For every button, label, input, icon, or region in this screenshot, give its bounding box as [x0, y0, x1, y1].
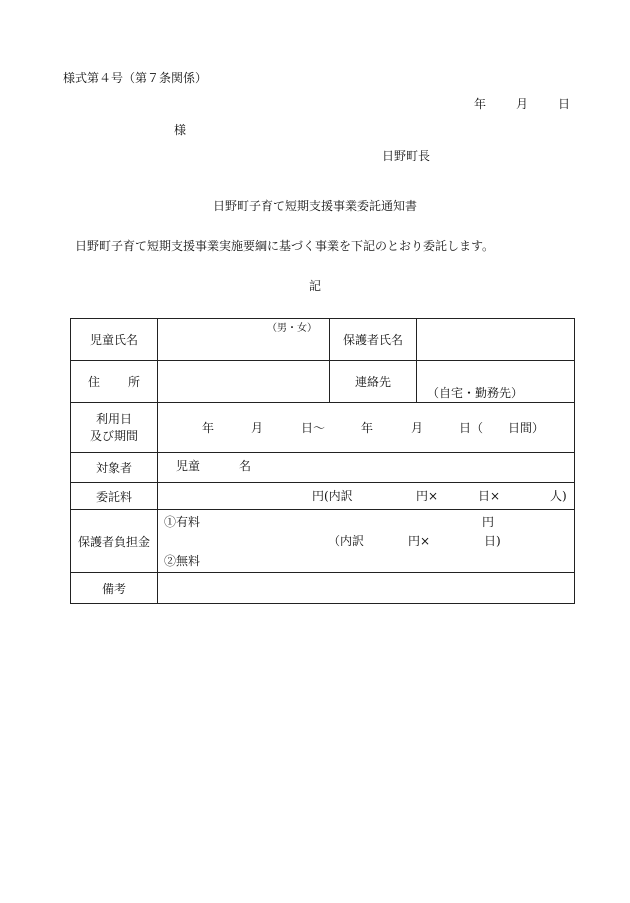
issue-date: [474, 98, 570, 110]
target-child: 児童: [176, 458, 201, 473]
guardian-name-label: 保護者氏名: [330, 319, 417, 361]
target-count: 名: [239, 458, 252, 473]
fee-person: 人): [550, 488, 567, 503]
paid-yen: 円: [482, 514, 495, 529]
body-text: 日野町子育て短期支援事業実施要綱に基づく事業を下記のとおり委託します。: [75, 239, 495, 253]
contact-field[interactable]: [417, 361, 575, 403]
row-remarks: [71, 573, 575, 604]
ki-heading: 記: [308, 279, 321, 293]
remarks-label: 備考: [71, 573, 158, 604]
period-year2: 年: [361, 420, 374, 435]
child-name-field[interactable]: [158, 319, 330, 361]
address-label: [71, 361, 158, 403]
period-field[interactable]: [158, 403, 575, 453]
document-title: 日野町子育て短期支援事業委託通知書: [212, 199, 417, 213]
period-year1: 年: [202, 420, 215, 435]
free-option: ②無料: [164, 553, 201, 568]
period-days: 日間）: [508, 420, 545, 435]
fee-yen-x: 円×: [416, 488, 439, 503]
addressee-suffix: 様: [174, 123, 187, 137]
contact-note: （自宅・勤務先）: [427, 385, 524, 400]
row-period: [71, 403, 575, 453]
target-label: 対象者: [71, 453, 158, 483]
period-month2: 月: [411, 420, 424, 435]
period-day1: 日～: [301, 420, 326, 435]
breakdown-yen-x: 円×: [408, 533, 431, 548]
date-month: 月: [516, 97, 529, 111]
fee-label: 委託料: [71, 483, 158, 510]
date-year: 年: [474, 97, 487, 111]
address-field[interactable]: [158, 361, 330, 403]
issuer-name: 日野町長: [382, 149, 431, 163]
row-fee: [71, 483, 575, 510]
child-name-label: 児童氏名: [71, 319, 158, 361]
target-field[interactable]: [158, 453, 575, 483]
row-target: [71, 453, 575, 483]
remarks-field[interactable]: [158, 573, 575, 604]
row-guardian-fee: [71, 510, 575, 573]
row-child-name: [71, 319, 575, 361]
guardian-name-field[interactable]: [417, 319, 575, 361]
period-month1: 月: [251, 420, 264, 435]
contact-label: 連絡先: [330, 361, 417, 403]
period-label: [71, 403, 158, 453]
breakdown-label: （内訳: [328, 533, 365, 548]
row-address: [71, 361, 575, 403]
paid-option: ①有料: [164, 514, 201, 529]
guardian-fee-label: 保護者負担金: [71, 510, 158, 573]
guardian-fee-field[interactable]: [158, 510, 575, 573]
address-label-1: 住: [87, 375, 100, 389]
fee-yen: 円(内訳: [312, 488, 353, 503]
breakdown-day: 日): [484, 533, 501, 548]
period-day2: 日（: [459, 420, 484, 435]
date-day: 日: [558, 97, 571, 111]
period-label-line1: 利用日: [95, 411, 132, 426]
notification-form-table: [70, 318, 575, 604]
fee-day-x: 日×: [478, 488, 501, 503]
sex-note: （男・女）: [267, 322, 317, 334]
fee-field[interactable]: [158, 483, 575, 510]
period-label-line2: 及び期間: [89, 428, 138, 443]
address-label-2: 所: [128, 375, 141, 389]
form-number: 様式第４号（第７条関係）: [63, 71, 208, 85]
